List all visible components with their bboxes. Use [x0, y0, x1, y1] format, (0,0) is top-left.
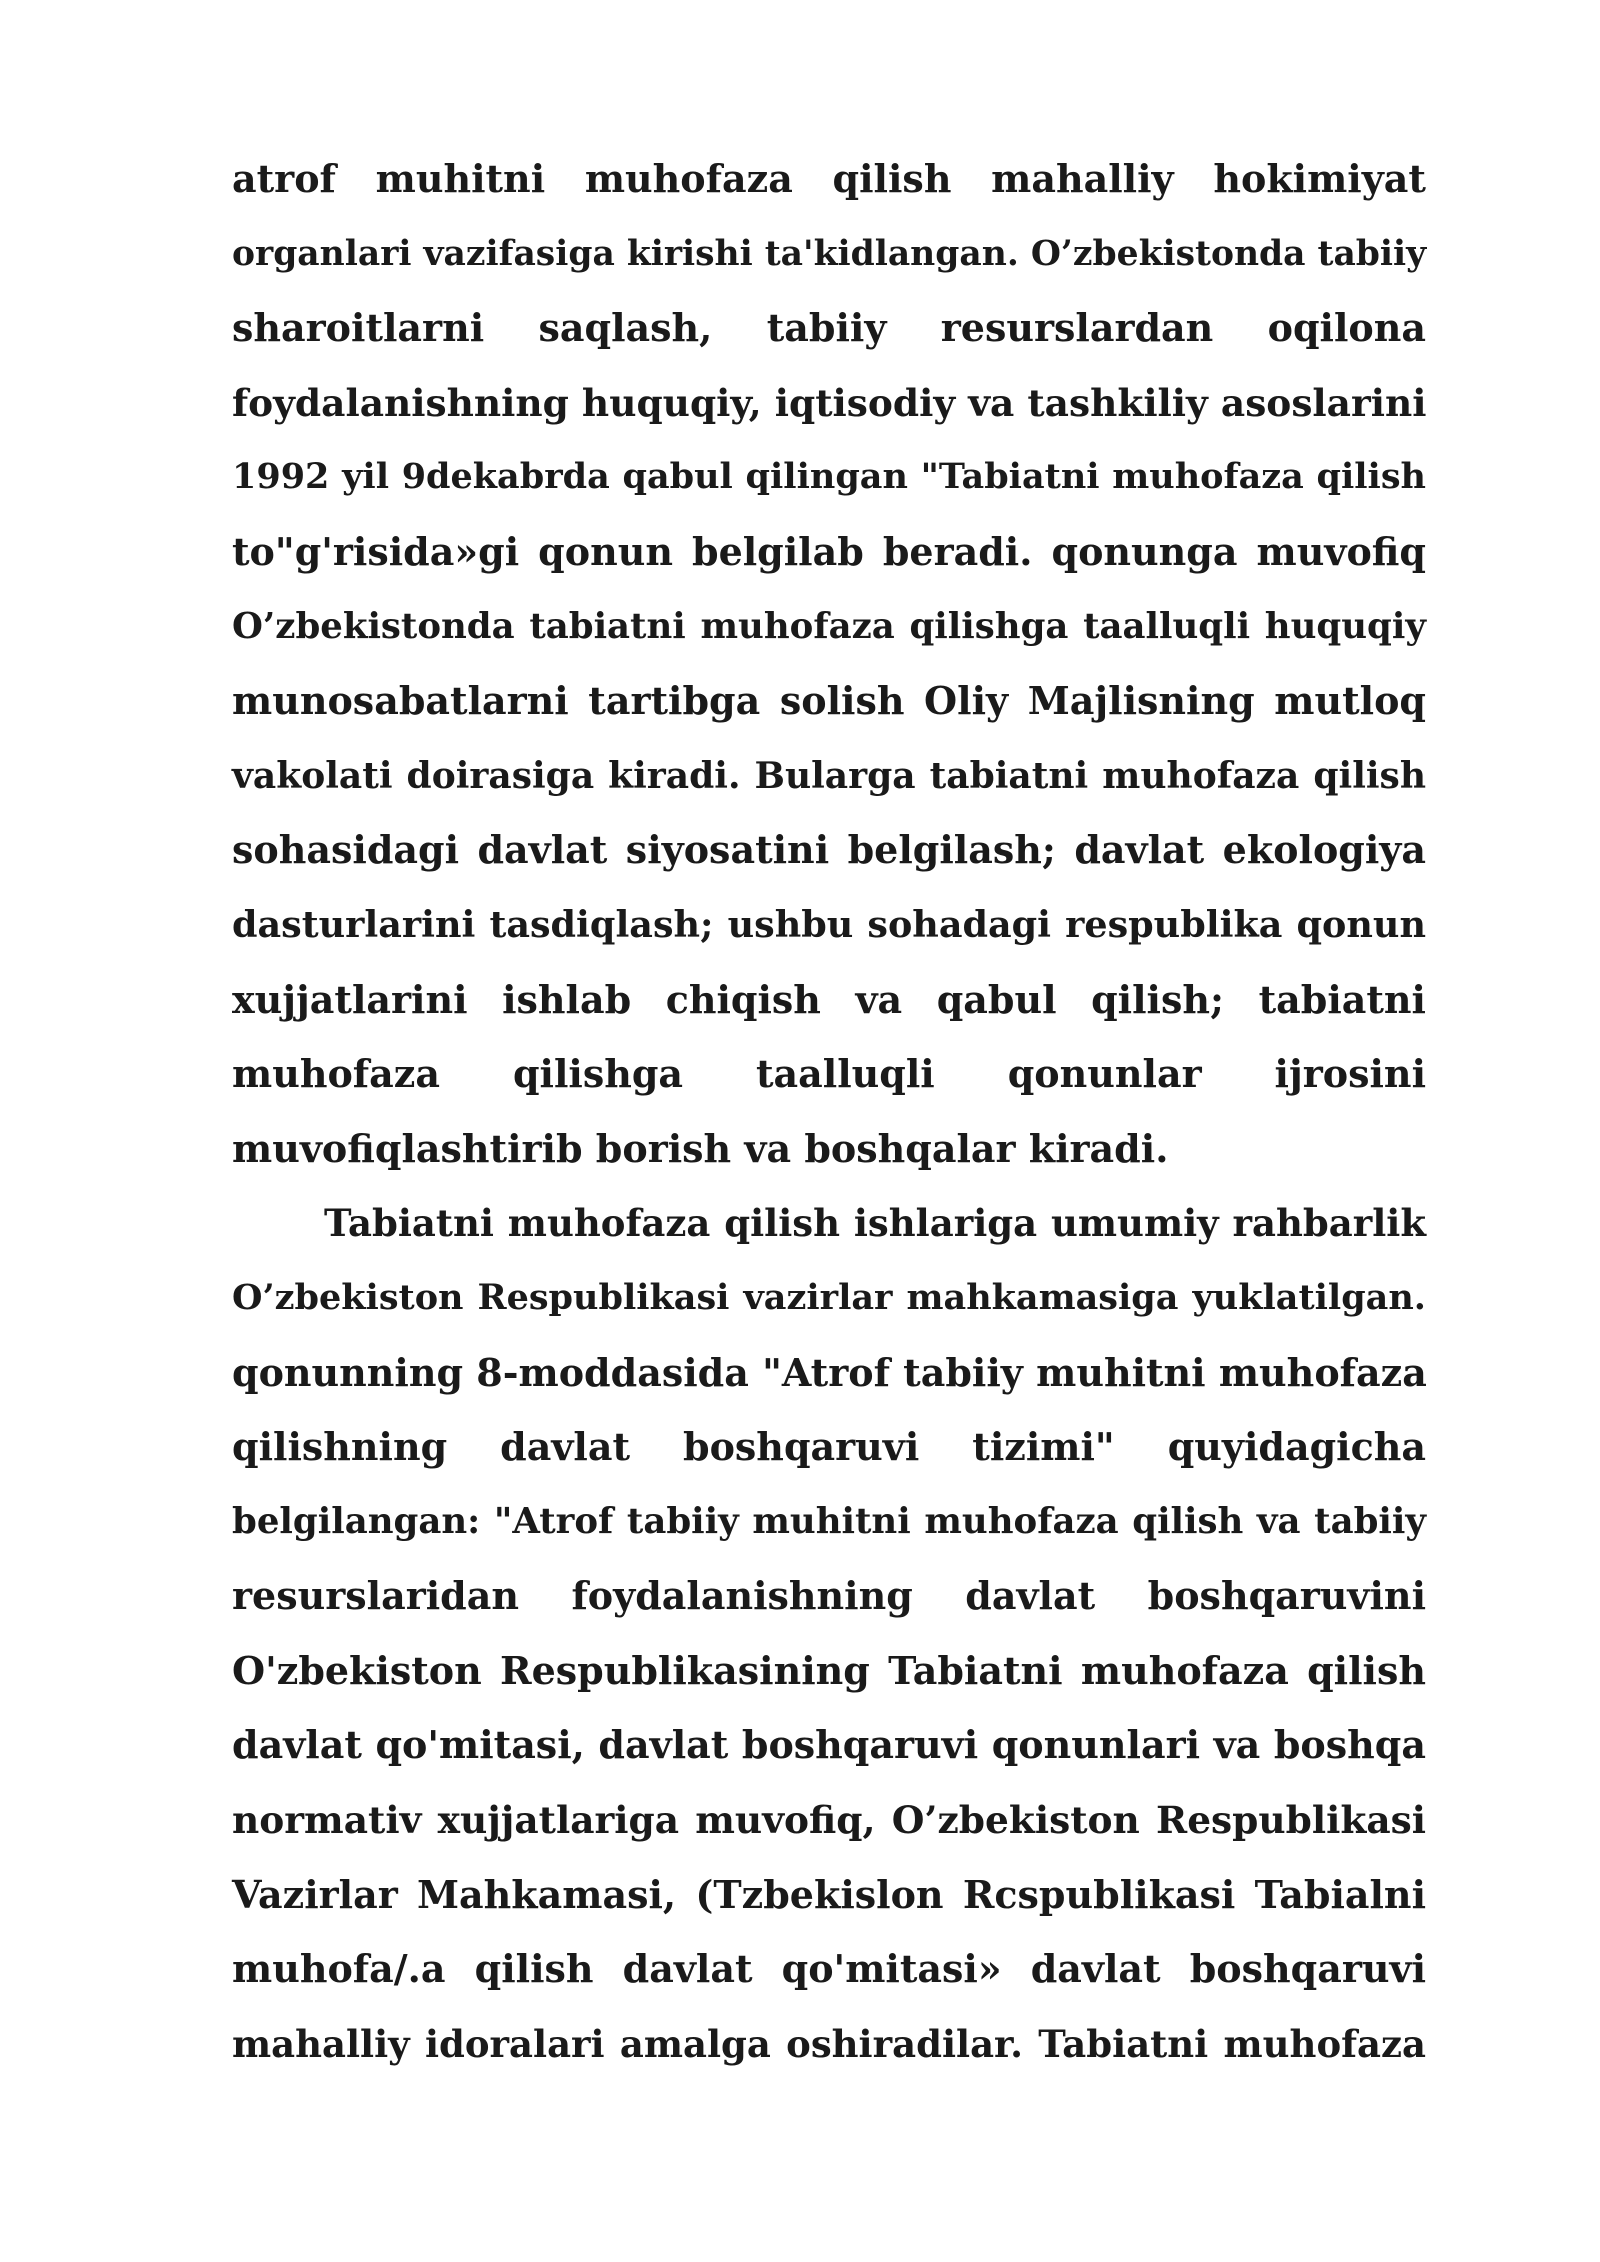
paragraph-1 — [232, 142, 1426, 1186]
text-line: Tabiatni muhofaza qilish ishlariga umumiy rahbarlik — [324, 1201, 1426, 1246]
text-line: O'zbekiston Respublikasining Tabiatni muhofaza qilish — [232, 1647, 1426, 1693]
text-line: qilishning davlat boshqaruvi tizimi" quyidagicha — [232, 1424, 1426, 1470]
text-line: dasturlarini tasdiqlash; ushbu sohadagi respublika qonun — [232, 902, 1426, 946]
text-line: atrof muhitni muhofaza qilish mahalliy hokimiyat — [232, 156, 1426, 201]
paragraph-2 — [232, 1186, 1426, 2081]
document-body — [232, 142, 1426, 2081]
text-line: munosabatlarni tartibga solish Oliy Majlisning mutloq — [232, 678, 1426, 724]
text-line: muvofiqlashtirib borish va boshqalar kiradi. — [232, 1125, 1169, 1171]
text-line: muhofa/.a qilish davlat qo'mitasi» davlat boshqaruvi — [232, 1946, 1426, 1992]
text-line: O’zbekiston Respublikasi vazirlar mahkamasiga yuklatilgan. — [232, 1276, 1426, 1318]
text-line: Vazirlar Mahkamasi, (Tzbekislon Rcspublikasi Tabialni — [232, 1871, 1426, 1917]
text-line: foydalanishning huquqiy, iqtisodiy va tashkiliy asoslarini — [232, 380, 1427, 425]
text-line: sohasidagi davlat siyosatini belgilash; davlat ekologiya — [232, 827, 1426, 873]
text-line: belgilangan: "Atrof tabiiy muhitni muhofaza qilish va tabiiy — [232, 1500, 1426, 1542]
text-line: muhofaza qilishga taalluqli qonunlar ijrosini — [232, 1051, 1426, 1097]
text-line: to"g'risida»gi qonun belgilab beradi. qonunga muvofiq — [232, 528, 1426, 574]
text-line: sharoitlarni saqlash, tabiiy resurslardan oqilona — [232, 305, 1426, 351]
text-line: mahalliy idoralari amalga oshiradilar. Tabiatni muhofaza — [232, 2021, 1426, 2066]
text-line: vakolati doirasiga kiradi. Bularga tabiatni muhofaza qilish — [232, 754, 1426, 797]
text-line: O’zbekistonda tabiatni muhofaza qilishga taalluqli huquqiy — [232, 605, 1426, 647]
text-line: organlari vazifasiga kirishi ta'kidlangan. O’zbekistonda tabiiy — [232, 233, 1427, 274]
text-line: normativ xujjatlariga muvofiq, O’zbekiston Respublikasi — [232, 1798, 1426, 1843]
text-line: xujjatlarini ishlab chiqish va qabul qilish; tabiatni — [232, 976, 1426, 1022]
text-line: resurslaridan foydalanishning davlat boshqaruvini — [232, 1573, 1426, 1619]
text-line: davlat qo'mitasi, davlat boshqaruvi qonunlari va boshqa — [232, 1722, 1426, 1768]
text-line: 1992 yil 9dekabrda qabul qilingan "Tabiatni muhofaza qilish — [232, 456, 1426, 498]
text-line: qonunning 8-moddasida "Atrof tabiiy muhitni muhofaza — [232, 1349, 1427, 1395]
